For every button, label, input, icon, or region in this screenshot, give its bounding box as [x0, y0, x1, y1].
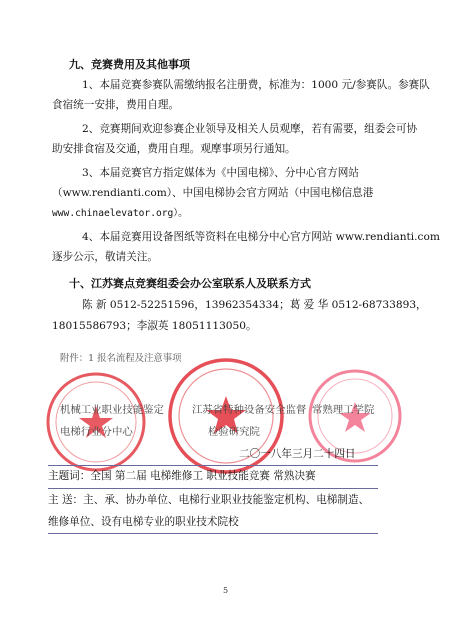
- paragraph-3-line-2: （www.rendianti.com）、中国电梯协会官方网站（中国电梯信息港: [52, 187, 374, 199]
- section-10-heading: 十、江苏赛点竞赛组委会办公室联系人及联系方式: [69, 277, 311, 290]
- signatory-3: 常熟理工学院: [312, 404, 375, 416]
- issue-date: 二〇一八年三月二十四日: [239, 448, 356, 460]
- signatory-2-line-2: 检验研究院: [208, 426, 260, 438]
- seal-left-stamp: [44, 370, 148, 474]
- paragraph-3-line-1: 3、本届竞赛官方指定媒体为《中国电梯》、分中心官方网站: [82, 167, 359, 179]
- attachment-note: 附件：1 报名流程及注意事项: [60, 353, 182, 364]
- contacts-line-1: 陈 新 0512-52251596，13962354334；葛 爱 华 0512-68733893，: [82, 299, 427, 311]
- rule-top: [48, 465, 378, 466]
- rule-middle: [48, 488, 378, 489]
- contacts-line-2: 18015586793；李淑英 18051113050。: [52, 320, 257, 332]
- paragraph-4-line-2: 逐步公示，敬请关注。: [52, 251, 158, 263]
- page-number: 5: [223, 586, 229, 595]
- rule-bottom: [48, 533, 378, 534]
- send-to-line-1: 主 送：主、承、协办单位、电梯行业职业技能鉴定机构、电梯制造、: [48, 494, 370, 506]
- signatory-1-line-2: 电梯行业分中心: [60, 426, 133, 438]
- paragraph-1-line-2: 食宿统一安排，费用自理。: [52, 99, 180, 111]
- paragraph-3-line-3: www.chinaelevator.org）。: [52, 208, 188, 219]
- paragraph-2-line-2: 助安排食宿及交通，费用自理。观摩事项另行通知。: [52, 143, 296, 155]
- paragraph-2-line-1: 2、竞赛期间欢迎参赛企业领导及相关人员观摩，若有需要，组委会可协: [82, 123, 418, 135]
- signatory-1-line-1: 机械工业职业技能鉴定: [60, 404, 164, 416]
- signatory-2-line-1: 江苏省特种设备安全监督: [192, 404, 307, 416]
- subject-line: 主题词：全国 第二届 电梯维修工 职业技能竞赛 常熟决赛: [48, 470, 316, 482]
- send-to-line-2: 维修单位、设有电梯专业的职业技术院校: [48, 516, 239, 528]
- paragraph-4-line-1: 4、本届竞赛用设备图纸等资料在电梯分中心官方网站 www.rendianti.com: [82, 231, 440, 243]
- section-9-heading: 九、竞赛费用及其他事项: [69, 58, 190, 71]
- paragraph-1-line-1: 1、本届竞赛参赛队需缴纳报名注册费，标准为：1000 元/参赛队。参赛队: [82, 79, 430, 91]
